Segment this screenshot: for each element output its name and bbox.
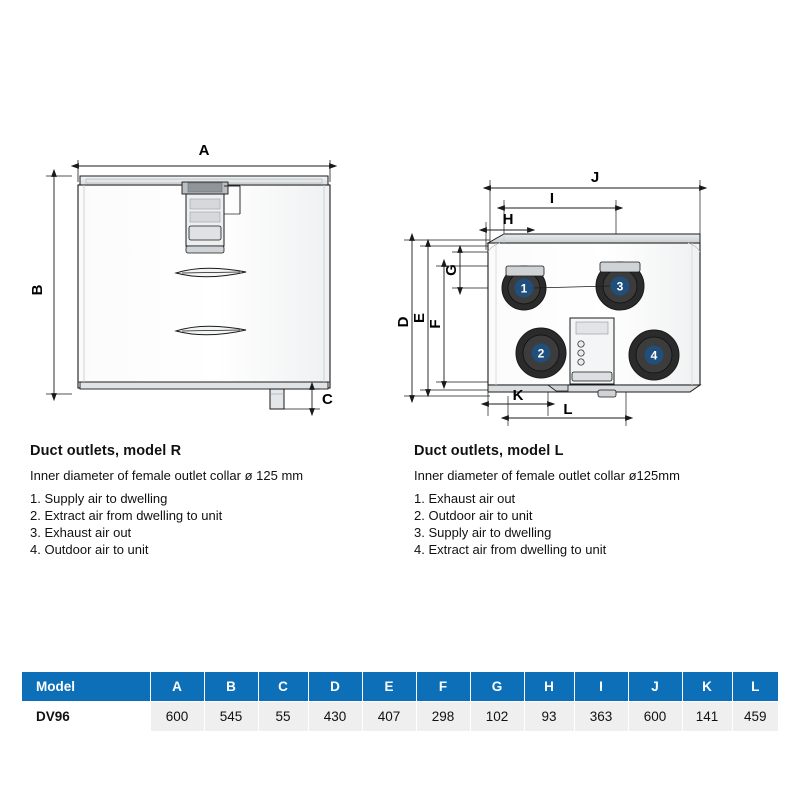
caption-model-l [414,443,784,559]
dimension-label-C: C [322,391,333,408]
dimension-label-H: H [502,211,514,228]
dimension-label-L: L [563,401,573,418]
list-item: 4. Outdoor air to unit [30,542,149,558]
col-header-b: B [204,672,258,702]
model-name: DV96 [36,709,70,724]
col-header-l: L [732,672,778,702]
cell-e: 407 [362,702,416,732]
dimension-label-E: E [411,312,428,324]
list-item: 2. Outdoor air to unit [414,508,533,524]
port-label-2: 2 [537,346,545,361]
cell-k: 141 [682,702,732,732]
col-header-k: K [682,672,732,702]
dimension-label-A: A [198,142,210,159]
spec-table-container [22,672,778,731]
dimension-label-K: K [512,387,524,404]
col-header-d: D [308,672,362,702]
col-header-i: I [574,672,628,702]
port-label-1: 1 [520,281,528,296]
caption-right-list [414,490,784,559]
cell-c: 55 [258,702,308,732]
col-header-j: J [628,672,682,702]
list-item: 3. Exhaust air out [30,525,132,541]
caption-model-r [30,443,390,559]
right-unit-drawing [395,169,700,426]
dimension-label-I: I [549,190,555,207]
duct-port-2 [516,328,566,378]
list-item: 2. Extract air from dwelling to unit [30,508,223,524]
cell-i: 363 [574,702,628,732]
list-item: 4. Extract air from dwelling to unit [414,542,607,558]
cell-h: 93 [524,702,574,732]
cell-f: 298 [416,702,470,732]
caption-right-title: Duct outlets, model L [414,443,564,459]
caption-left-title: Duct outlets, model R [30,443,182,459]
list-item: 1. Supply air to dwelling [30,491,168,506]
spec-table [22,672,778,731]
dimension-label-F: F [427,319,444,329]
caption-right-subtitle: Inner diameter of female outlet collar ø125mm [414,468,680,483]
dimension-label-D: D [395,316,412,328]
cell-d: 430 [308,702,362,732]
col-header-h: H [524,672,574,702]
cell-model [22,702,150,732]
col-header-model: Model [22,672,150,702]
cell-l: 459 [732,702,778,732]
col-header-g: G [470,672,524,702]
cell-g: 102 [470,702,524,732]
port-label-4: 4 [650,348,658,363]
port-label-3: 3 [616,279,624,294]
col-header-c: C [258,672,308,702]
table-row [22,702,778,732]
left-unit-drawing [29,142,333,409]
cell-j: 600 [628,702,682,732]
col-header-e: E [362,672,416,702]
col-header-f: F [416,672,470,702]
dimension-label-G: G [443,264,460,276]
cell-a: 600 [150,702,204,732]
col-header-a: A [150,672,204,702]
table-header-row [22,672,778,702]
caption-left-subtitle: Inner diameter of female outlet collar ø 125 mm [30,468,304,483]
list-item: 3. Supply air to dwelling [414,525,552,541]
caption-left-list [30,490,390,559]
dimension-label-J: J [590,169,600,186]
list-item: 1. Exhaust air out [414,491,516,506]
duct-port-4 [629,330,679,380]
cell-b: 545 [204,702,258,732]
dimension-label-B: B [29,284,46,296]
